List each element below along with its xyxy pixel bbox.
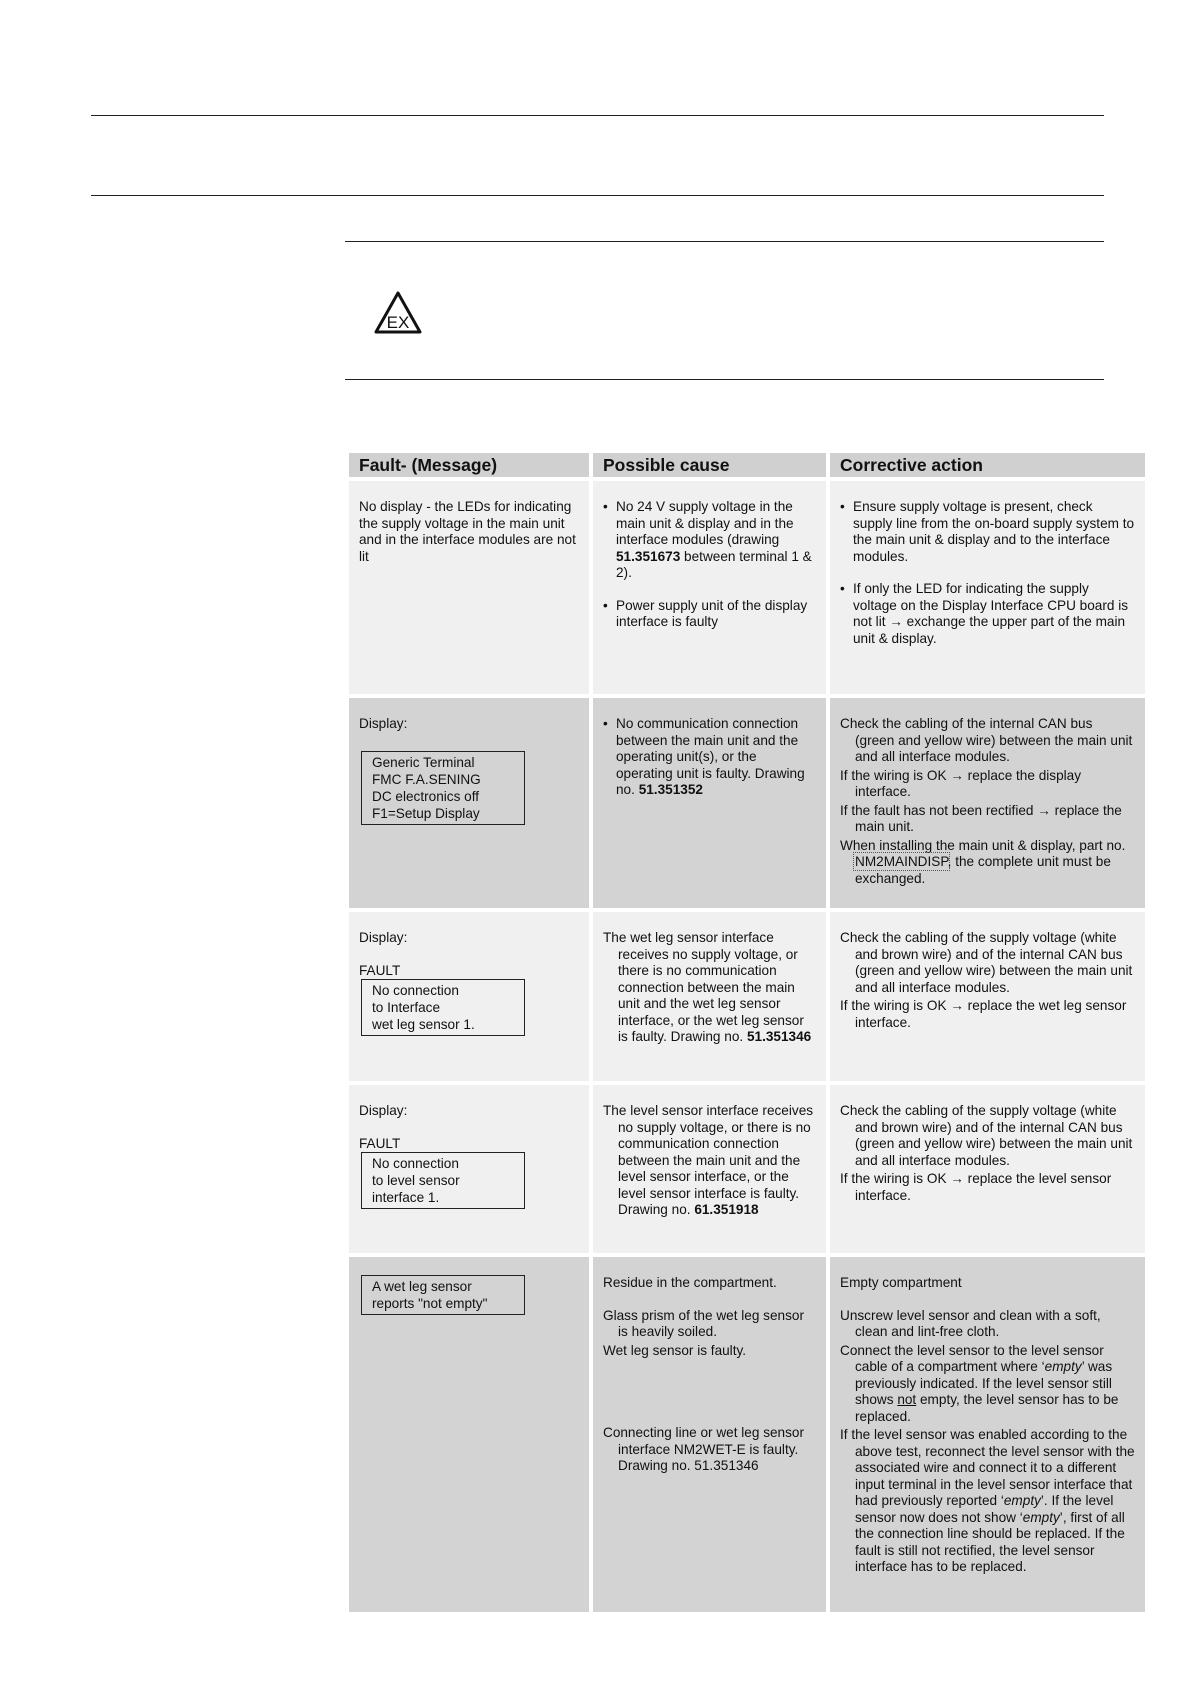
cause-cell <box>593 1257 826 1612</box>
display-message-box <box>361 751 525 825</box>
note-top-rule <box>345 241 1104 242</box>
action-cell <box>830 698 1145 908</box>
display-line: to level sensor <box>372 1173 460 1188</box>
part-number: NM2MAINDISP <box>855 854 948 869</box>
header-cause: Possible cause <box>593 453 826 477</box>
action-item: If the fault has not been rectified → replace the main unit. <box>840 802 1122 834</box>
cause-item: The wet leg sensor interface receives no supply voltage, or there is no communication connection between the main unit and the wet leg sensor interface, or the wet leg sensor is faulty. Drawing no. 51.351346 <box>603 930 812 1044</box>
header-rule <box>91 195 1104 196</box>
fault-cell <box>349 1085 589 1253</box>
display-label: Display: <box>359 716 408 731</box>
fault-label: FAULT <box>359 962 401 978</box>
cause-cell <box>593 698 826 908</box>
fault-text: No display - the LEDs for indicating the supply voltage in the main unit and in the interface modules are not lit <box>359 499 576 564</box>
display-line: interface 1. <box>372 1190 440 1205</box>
display-line: reports "not empty" <box>372 1296 488 1311</box>
top-rule <box>91 115 1104 116</box>
cause-item: • Power supply unit of the display interface is faulty <box>616 598 816 631</box>
display-line: Generic Terminal <box>372 754 475 770</box>
action-item: If the level sensor was enabled according to the above test, reconnect the level sensor with the associated wire and connect it to a different input terminal in the level sensor interface that had previously reported ‘empty’. If the level sensor now does not show ‘empty’, first of all the connection line should be replaced. If the fault is still not rectified, the level sensor interface has to be replaced. <box>840 1427 1135 1574</box>
header-action: Corrective action <box>830 453 1145 477</box>
display-message-box <box>361 1275 525 1315</box>
display-line: DC electronics off <box>372 788 480 804</box>
display-line: FMC F.A.SENING <box>372 771 481 787</box>
drawing-number: 51.351673 <box>616 548 681 564</box>
cause-item: Glass prism of the wet leg sensor is heavily soiled. <box>603 1307 804 1339</box>
display-label: Display: <box>359 1103 408 1118</box>
display-line: No connection <box>372 1156 459 1171</box>
action-item: If the wiring is OK → replace the wet leg sensor interface. <box>840 998 1127 1030</box>
action-item: Check the cabling of the supply voltage (white and brown wire) and of the internal CAN bus (green and yellow wire) between the main unit and all interface modules. <box>840 930 1133 995</box>
cause-cell <box>593 1085 826 1253</box>
table-row <box>349 912 1145 1081</box>
table-header-row <box>349 453 1145 477</box>
fault-table <box>345 449 1149 1616</box>
display-line: A wet leg sensor <box>372 1279 472 1294</box>
action-cell <box>830 481 1145 694</box>
action-item: Check the cabling of the internal CAN bus (green and yellow wire) between the main unit and all interface modules. <box>840 716 1133 764</box>
action-item: • Ensure supply voltage is present, check supply line from the on-board supply system to the main unit & display and to the interface modules. <box>853 499 1135 565</box>
action-item: Unscrew level sensor and clean with a soft, clean and lint-free cloth. <box>840 1307 1101 1339</box>
drawing-number: 61.351918 <box>694 1202 759 1217</box>
cause-item: • No 24 V supply voltage in the main unit & display and in the interface modules (drawing 51.351673 between terminal 1 & 2). <box>616 499 816 582</box>
cause-item: • No communication connection between the main unit and the operating unit(s), or the operating unit is faulty. Drawing no. 51.351352 <box>616 716 816 799</box>
action-cell <box>830 912 1145 1081</box>
drawing-number: 51.351346 <box>746 1029 812 1044</box>
display-message-box <box>361 979 525 1036</box>
action-item: • If only the LED for indicating the supply voltage on the Display Interface CPU board is not lit → exchange the upper part of the main unit & display. <box>853 581 1135 647</box>
action-item: If the wiring is OK → replace the display interface. <box>840 767 1082 799</box>
display-line: No connection <box>372 983 459 998</box>
fault-cell <box>349 1257 589 1612</box>
display-line: to Interface <box>372 1000 441 1015</box>
table-row <box>349 698 1145 908</box>
fault-label: FAULT <box>359 1135 401 1151</box>
action-item: When installing the main unit & display, part no. NM2MAINDISP, the complete unit must be exchanged. <box>840 837 1126 886</box>
display-label: Display: <box>359 930 408 945</box>
display-line: wet leg sensor 1. <box>372 1017 475 1032</box>
cause-cell <box>593 912 826 1081</box>
action-cell <box>830 1085 1145 1253</box>
display-message-box <box>361 1152 525 1209</box>
cause-item: Connecting line or wet leg sensor interface NM2WET-E is faulty. Drawing no. 51.351346 <box>603 1425 804 1473</box>
table-row <box>349 1085 1145 1253</box>
fault-cell <box>349 698 589 908</box>
action-item: Empty compartment <box>840 1275 962 1290</box>
explosion-protection-icon <box>373 290 423 336</box>
header-fault: Fault- (Message) <box>349 453 589 477</box>
ex-symbol-text: EX <box>386 313 410 332</box>
table-row <box>349 481 1145 694</box>
action-item: If the wiring is OK → replace the level sensor interface. <box>840 1171 1112 1203</box>
action-item: Check the cabling of the supply voltage (white and brown wire) and of the internal CAN bus (green and yellow wire) between the main unit and all interface modules. <box>840 1103 1133 1168</box>
fault-cell <box>349 912 589 1081</box>
action-item: Connect the level sensor to the level sensor cable of a compartment where ‘empty’ was previously indicated. If the level sensor still shows not empty, the level sensor has to be replaced. <box>840 1342 1119 1424</box>
fault-cell <box>349 481 589 694</box>
cause-item: Wet leg sensor is faulty. <box>603 1342 747 1358</box>
cause-item: Residue in the compartment. <box>603 1275 777 1290</box>
table-row <box>349 1257 1145 1612</box>
cause-item: The level sensor interface receives no supply voltage, or there is no communication connection between the main unit and the level sensor interface, or the level sensor interface is faulty. Drawing no. 61.351918 <box>603 1103 814 1217</box>
display-line: F1=Setup Display <box>372 805 480 821</box>
action-cell <box>830 1257 1145 1612</box>
drawing-number: 51.351352 <box>638 782 703 797</box>
cause-cell <box>593 481 826 694</box>
note-bottom-rule <box>345 379 1104 380</box>
